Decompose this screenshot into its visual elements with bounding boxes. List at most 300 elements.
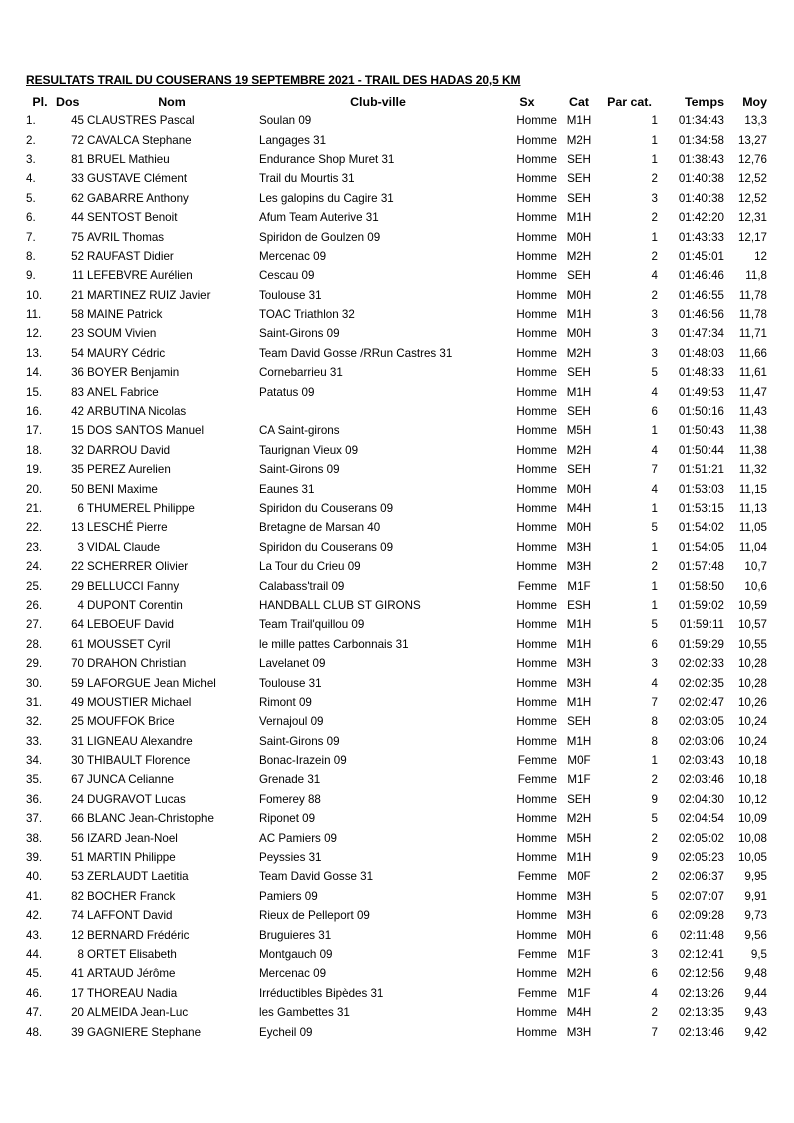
cell-bib: 12: [71, 928, 84, 942]
cell-place: 14.: [26, 366, 43, 380]
cell-club: Toulouse 31: [259, 676, 322, 690]
cell-club: Vernajoul 09: [259, 715, 324, 729]
cell-place: 12.: [26, 327, 43, 341]
cell-speed: 9,43: [744, 1006, 767, 1020]
cell-sex: Homme: [516, 463, 557, 477]
cell-speed: 12,52: [737, 191, 767, 205]
cell-speed: 11,32: [738, 463, 767, 477]
table-row: [26, 499, 767, 518]
cell-name: SCHERRER Olivier: [87, 560, 189, 574]
cell-time: 02:11:48: [679, 928, 724, 942]
cell-place: 42.: [26, 909, 43, 923]
cell-bib: 59: [71, 676, 84, 690]
cell-club: CA Saint-girons: [259, 424, 340, 438]
cell-speed: 10,28: [737, 676, 767, 690]
cell-speed: 10,55: [737, 637, 767, 651]
cell-name: LAFFONT David: [87, 909, 173, 923]
cell-name: THIBAULT Florence: [87, 754, 191, 768]
cell-category-rank: 2: [651, 211, 658, 225]
cell-category-rank: 2: [651, 560, 658, 574]
cell-club: Bruguieres 31: [259, 928, 332, 942]
cell-speed: 12,17: [737, 230, 767, 244]
cell-time: 01:49:53: [678, 385, 724, 399]
cell-time: 01:59:29: [678, 637, 724, 651]
cell-name: BLANC Jean-Christophe: [87, 812, 214, 826]
cell-category-rank: 2: [651, 1006, 658, 1020]
cell-place: 45.: [26, 967, 43, 981]
cell-category-rank: 1: [651, 152, 658, 166]
cell-club: Lavelanet 09: [259, 657, 326, 671]
cell-place: 44.: [26, 947, 43, 961]
cell-speed: 13,27: [737, 133, 767, 147]
cell-sex: Homme: [516, 133, 557, 147]
cell-category-rank: 7: [651, 1025, 658, 1039]
cell-name: BENI Maxime: [87, 482, 158, 496]
cell-time: 01:59:11: [679, 618, 724, 632]
cell-time: 02:05:02: [678, 831, 724, 845]
cell-time: 01:38:43: [678, 152, 724, 166]
cell-bib: 22: [71, 560, 84, 574]
cell-sex: Homme: [516, 424, 557, 438]
cell-category-rank: 1: [651, 230, 658, 244]
cell-place: 48.: [26, 1025, 43, 1039]
cell-category: M2H: [566, 249, 592, 263]
cell-time: 01:40:38: [678, 191, 724, 205]
cell-club: Saint-Girons 09: [259, 463, 340, 477]
cell-place: 16.: [26, 405, 43, 419]
cell-category-rank: 2: [651, 172, 658, 186]
cell-time: 02:04:30: [678, 792, 724, 806]
table-row: [26, 887, 767, 906]
cell-sex: Homme: [516, 385, 557, 399]
table-row: [26, 518, 767, 537]
cell-time: 01:53:15: [678, 502, 724, 515]
cell-category-rank: 2: [651, 288, 658, 302]
cell-bib: 41: [71, 967, 84, 981]
cell-name: BOCHER Franck: [87, 889, 176, 903]
cell-club: Riponet 09: [259, 812, 316, 826]
cell-sex: Homme: [516, 831, 557, 845]
cell-category-rank: 1: [651, 579, 658, 593]
cell-category: M1H: [566, 851, 592, 865]
cell-place: 29.: [26, 657, 43, 671]
table-row: [26, 441, 767, 460]
cell-time: 01:46:46: [678, 269, 724, 283]
header-time: Temps: [684, 94, 724, 109]
cell-category-rank: 2: [651, 773, 658, 787]
cell-category-rank: 5: [651, 366, 658, 380]
cell-speed: 10,59: [737, 598, 767, 612]
cell-bib: 33: [71, 172, 84, 186]
cell-category: SEH: [567, 715, 591, 729]
cell-club: Les galopins du Cagire 31: [259, 191, 394, 205]
cell-category: M3H: [566, 1025, 592, 1039]
cell-category-rank: 4: [651, 482, 658, 496]
cell-speed: 10,09: [737, 812, 767, 826]
cell-category: M2H: [566, 346, 592, 360]
cell-speed: 11,05: [738, 521, 767, 535]
cell-time: 01:45:01: [678, 249, 724, 263]
table-row: [26, 925, 767, 944]
cell-club: Calabass'trail 09: [259, 579, 345, 593]
cell-time: 01:50:16: [678, 405, 724, 419]
cell-club: Endurance Shop Muret 31: [259, 152, 395, 166]
cell-category-rank: 6: [651, 637, 658, 651]
cell-sex: Homme: [516, 502, 557, 515]
cell-club: Montgauch 09: [259, 947, 333, 961]
cell-time: 01:42:20: [678, 211, 724, 225]
cell-club: Spiridon du Couserans 09: [259, 502, 394, 515]
cell-bib: 72: [71, 133, 84, 147]
cell-name: DRAHON Christian: [87, 657, 187, 671]
cell-sex: Femme: [517, 947, 557, 961]
cell-place: 33.: [26, 734, 43, 748]
cell-category-rank: 4: [651, 986, 658, 1000]
cell-speed: 11,38: [738, 424, 767, 438]
cell-bib: 62: [71, 191, 84, 205]
cell-sex: Femme: [517, 579, 557, 593]
cell-sex: Homme: [516, 249, 557, 263]
cell-name: GUSTAVE Clément: [87, 172, 188, 186]
cell-category: M2H: [566, 443, 592, 457]
cell-name: LEBOEUF David: [87, 618, 174, 632]
cell-place: 28.: [26, 637, 43, 651]
cell-category: M3H: [566, 889, 592, 903]
cell-time: 02:13:26: [678, 986, 724, 1000]
cell-place: 22.: [26, 521, 43, 535]
header-speed: Moy: [742, 94, 767, 109]
cell-sex: Homme: [516, 191, 557, 205]
cell-sex: Homme: [516, 482, 557, 496]
cell-speed: 11,15: [738, 482, 767, 496]
header-category: Cat: [569, 94, 589, 109]
cell-bib: 29: [71, 579, 84, 593]
cell-time: 01:48:03: [678, 346, 724, 360]
cell-time: 01:43:33: [678, 230, 724, 244]
cell-category: M1F: [567, 986, 591, 1000]
cell-category: M5H: [566, 831, 592, 845]
cell-sex: Homme: [516, 967, 557, 981]
cell-category: M0F: [567, 870, 591, 884]
header-name: Nom: [158, 94, 186, 109]
table-row: [26, 557, 767, 576]
cell-club: Grenade 31: [259, 773, 321, 787]
cell-club: Team Trail'quillou 09: [259, 618, 365, 632]
cell-sex: Homme: [516, 637, 557, 651]
cell-category-rank: 2: [651, 870, 658, 884]
cell-speed: 10,18: [737, 754, 767, 768]
cell-sex: Femme: [517, 870, 557, 884]
cell-bib: 4: [77, 598, 84, 612]
table-row: [26, 421, 767, 440]
cell-bib: 13: [71, 521, 84, 535]
table-row: [26, 169, 767, 188]
cell-bib: 20: [71, 1006, 84, 1020]
cell-bib: 50: [71, 482, 84, 496]
cell-name: GABARRE Anthony: [87, 191, 189, 205]
cell-place: 1.: [26, 114, 36, 128]
cell-category-rank: 2: [651, 249, 658, 263]
table-row: [26, 150, 767, 169]
cell-category-rank: 1: [651, 540, 658, 554]
cell-speed: 11,43: [738, 405, 767, 419]
cell-place: 6.: [26, 211, 36, 225]
cell-place: 11.: [26, 308, 42, 322]
cell-speed: 12,52: [737, 172, 767, 186]
cell-sex: Homme: [516, 172, 557, 186]
cell-category: M1H: [566, 734, 592, 748]
cell-club: Bonac-Irazein 09: [259, 754, 347, 768]
results-table: [26, 92, 767, 1042]
cell-sex: Homme: [516, 366, 557, 380]
cell-name: VIDAL Claude: [87, 540, 161, 554]
cell-club: Spiridon du Couserans 09: [259, 540, 394, 554]
cell-category-rank: 6: [651, 405, 658, 419]
cell-category: M5H: [566, 424, 592, 438]
cell-sex: Homme: [516, 676, 557, 690]
cell-club: Team David Gosse 31: [259, 870, 374, 884]
cell-name: AVRIL Thomas: [87, 230, 165, 244]
cell-bib: 17: [71, 986, 84, 1000]
cell-place: 41.: [26, 889, 43, 903]
table-row: [26, 945, 767, 964]
cell-speed: 10,08: [737, 831, 767, 845]
cell-category-rank: 3: [651, 327, 658, 341]
header-sex: Sx: [519, 94, 535, 109]
cell-name: DARROU David: [87, 443, 171, 457]
cell-place: 36.: [26, 792, 43, 806]
cell-sex: Homme: [516, 308, 557, 322]
cell-time: 02:03:06: [678, 734, 724, 748]
table-row: [26, 538, 767, 557]
cell-name: JUNCA Celianne: [87, 773, 174, 787]
cell-name: MOUFFOK Brice: [87, 715, 175, 729]
cell-sex: Homme: [516, 695, 557, 709]
cell-category-rank: 6: [651, 928, 658, 942]
cell-speed: 11,66: [738, 346, 767, 360]
cell-club: Langages 31: [259, 133, 327, 147]
cell-name: ARBUTINA Nicolas: [87, 405, 187, 419]
cell-name: MOUSTIER Michael: [87, 695, 192, 709]
cell-place: 18.: [26, 443, 43, 457]
cell-name: THUMEREL Philippe: [87, 502, 195, 515]
cell-sex: Homme: [516, 928, 557, 942]
cell-bib: 74: [71, 909, 84, 923]
cell-speed: 13,3: [744, 114, 767, 128]
cell-bib: 25: [71, 715, 84, 729]
cell-bib: 58: [71, 308, 84, 322]
cell-place: 38.: [26, 831, 43, 845]
cell-speed: 10,24: [737, 715, 767, 729]
cell-club: Pamiers 09: [259, 889, 318, 903]
cell-speed: 9,56: [744, 928, 767, 942]
cell-club: Irréductibles Bipèdes 31: [259, 986, 384, 1000]
cell-speed: 10,26: [737, 695, 767, 709]
table-row: [26, 363, 767, 382]
cell-category: M1H: [566, 637, 592, 651]
cell-time: 01:47:34: [678, 327, 724, 341]
cell-name: GAGNIERE Stephane: [87, 1025, 202, 1039]
cell-time: 02:03:46: [678, 773, 724, 787]
cell-place: 32.: [26, 715, 43, 729]
cell-category: M2H: [566, 812, 592, 826]
cell-speed: 9,95: [744, 870, 767, 884]
cell-category: M0H: [566, 230, 592, 244]
cell-club: Trail du Mourtis 31: [259, 172, 355, 186]
cell-sex: Homme: [516, 346, 557, 360]
cell-club: HANDBALL CLUB ST GIRONS: [259, 598, 421, 612]
cell-place: 40.: [26, 870, 43, 884]
cell-time: 02:09:28: [678, 909, 724, 923]
cell-speed: 11,8: [745, 269, 767, 283]
table-row: [26, 770, 767, 789]
cell-time: 02:04:54: [678, 812, 724, 826]
cell-name: LESCHÉ Pierre: [87, 521, 168, 535]
cell-bib: 35: [71, 463, 84, 477]
cell-bib: 45: [71, 114, 84, 128]
header-category-rank: Par cat.: [607, 94, 652, 109]
cell-sex: Homme: [516, 269, 557, 283]
cell-place: 23.: [26, 540, 43, 554]
cell-place: 26.: [26, 598, 43, 612]
cell-bib: 21: [71, 288, 84, 302]
cell-speed: 12: [754, 249, 767, 263]
cell-time: 01:50:44: [678, 443, 724, 457]
cell-sex: Homme: [516, 889, 557, 903]
cell-category: M3H: [566, 560, 592, 574]
cell-speed: 11,47: [738, 385, 767, 399]
cell-sex: Homme: [516, 211, 557, 225]
cell-speed: 11,78: [738, 288, 767, 302]
cell-name: CLAUSTRES Pascal: [87, 114, 195, 128]
results-table-body: [26, 111, 767, 1042]
cell-speed: 11,38: [738, 443, 767, 457]
cell-name: ZERLAUDT Laetitia: [87, 870, 189, 884]
cell-category: M4H: [566, 502, 592, 515]
cell-category: M1H: [566, 695, 592, 709]
cell-bib: 36: [71, 366, 84, 380]
cell-category: M1F: [567, 773, 591, 787]
cell-category: M3H: [566, 540, 592, 554]
cell-time: 02:13:35: [678, 1006, 724, 1020]
cell-bib: 75: [71, 230, 84, 244]
table-row: [26, 848, 767, 867]
cell-category-rank: 4: [651, 269, 658, 283]
cell-speed: 9,91: [744, 889, 767, 903]
cell-speed: 11,78: [738, 308, 767, 322]
cell-club: Mercenac 09: [259, 967, 327, 981]
cell-time: 01:58:50: [678, 579, 724, 593]
cell-sex: Homme: [516, 618, 557, 632]
cell-category: M0H: [566, 521, 592, 535]
cell-bib: 30: [71, 754, 84, 768]
cell-category-rank: 1: [651, 114, 658, 128]
cell-time: 02:13:46: [678, 1025, 724, 1039]
cell-category-rank: 6: [651, 967, 658, 981]
table-row: [26, 402, 767, 421]
cell-category-rank: 1: [651, 598, 658, 612]
cell-place: 19.: [26, 463, 43, 477]
cell-club: Saint-Girons 09: [259, 734, 340, 748]
cell-time: 01:57:48: [678, 560, 724, 574]
cell-category: M2H: [566, 967, 592, 981]
cell-sex: Homme: [516, 405, 557, 419]
cell-category-rank: 5: [651, 889, 658, 903]
cell-name: MAINE Patrick: [87, 308, 163, 322]
cell-club: Mercenac 09: [259, 249, 327, 263]
cell-name: LEFEBVRE Aurélien: [87, 269, 193, 283]
table-row: [26, 712, 767, 731]
cell-category-rank: 7: [651, 695, 658, 709]
cell-name: DUGRAVOT Lucas: [87, 792, 186, 806]
cell-time: 01:50:43: [678, 424, 724, 438]
cell-sex: Homme: [516, 152, 557, 166]
cell-speed: 9,44: [744, 986, 767, 1000]
cell-bib: 82: [71, 889, 84, 903]
cell-category-rank: 3: [651, 346, 658, 360]
table-row: [26, 809, 767, 828]
cell-bib: 32: [71, 443, 84, 457]
cell-name: LAFORGUE Jean Michel: [87, 676, 216, 690]
table-row: [26, 828, 767, 847]
cell-category: M1H: [566, 385, 592, 399]
cell-time: 01:53:03: [678, 482, 724, 496]
cell-speed: 10,28: [737, 657, 767, 671]
cell-category: SEH: [567, 463, 591, 477]
table-row: [26, 227, 767, 246]
cell-sex: Homme: [516, 114, 557, 128]
cell-club: Eycheil 09: [259, 1025, 313, 1039]
cell-category-rank: 9: [651, 851, 658, 865]
cell-speed: 10,05: [737, 851, 767, 865]
cell-place: 3.: [26, 152, 36, 166]
cell-category-rank: 7: [651, 463, 658, 477]
cell-place: 31.: [26, 695, 43, 709]
cell-sex: Homme: [516, 443, 557, 457]
cell-category-rank: 8: [651, 715, 658, 729]
table-row: [26, 1022, 767, 1041]
cell-sex: Homme: [516, 1025, 557, 1039]
cell-place: 17.: [26, 424, 43, 438]
cell-place: 43.: [26, 928, 43, 942]
cell-category-rank: 3: [651, 657, 658, 671]
cell-time: 01:46:55: [678, 288, 724, 302]
cell-sex: Femme: [517, 773, 557, 787]
cell-name: RAUFAST Didier: [87, 249, 174, 263]
cell-sex: Homme: [516, 792, 557, 806]
cell-place: 47.: [26, 1006, 43, 1020]
cell-club: [257, 402, 497, 421]
table-row: [26, 111, 767, 130]
cell-category-rank: 6: [651, 909, 658, 923]
cell-place: 30.: [26, 676, 43, 690]
cell-speed: 11,13: [738, 502, 767, 515]
cell-time: 02:02:35: [678, 676, 724, 690]
cell-time: 02:03:43: [678, 754, 724, 768]
cell-sex: Femme: [517, 986, 557, 1000]
cell-place: 39.: [26, 851, 43, 865]
cell-place: 35.: [26, 773, 43, 787]
cell-place: 37.: [26, 812, 43, 826]
table-row: [26, 867, 767, 886]
cell-club: Eaunes 31: [259, 482, 315, 496]
cell-name: DOS SANTOS Manuel: [87, 424, 205, 438]
cell-category: M3H: [566, 676, 592, 690]
cell-club: Rimont 09: [259, 695, 312, 709]
cell-bib: 42: [71, 405, 84, 419]
cell-place: 9.: [26, 269, 36, 283]
cell-name: ORTET Elisabeth: [87, 947, 177, 961]
